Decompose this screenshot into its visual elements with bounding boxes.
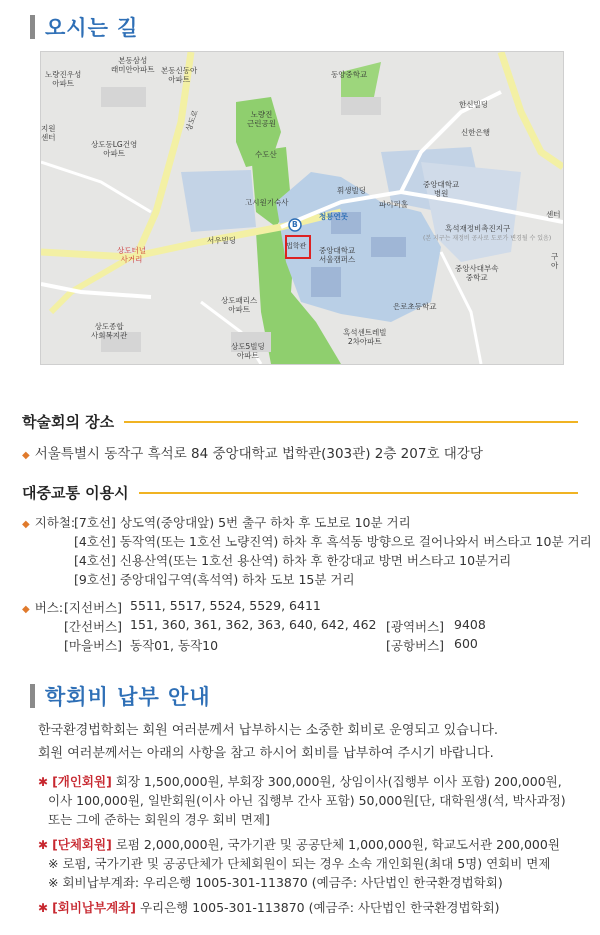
subway-line: [4호선] 동작역(또는 1호선 노량진역) 하차 후 흑석동 방향으로 걸어나와서 버스타고 10분 거리 [74,534,592,549]
map-label: 상도종합 사회복지관 [91,322,128,340]
bus-branch-label: [지선버스] [64,600,123,615]
bus-wide-numbers: 9408 [454,617,486,632]
map-label: 서우빌딩 [207,236,236,245]
subway-line: [4호선] 신용산역(또는 1호선 용산역) 하차 후 한강대교 방면 버스타고 10분거리 [74,553,512,568]
map-label: 상도터널 사거리 [117,246,146,264]
asterisk-icon: ✱ [38,775,49,789]
map-label: 중앙사대부속 중학교 [455,264,499,282]
map-label: 상도로 [183,108,200,133]
bus-village-label: [마을버스] [64,638,123,653]
map-label: 노량진우성 아파트 [45,70,82,88]
bus-wide-label: [광역버스] [386,619,445,634]
individual-text-2: 이사 100,000원, 일반회원(이사 아닌 집행부 간사 포함) 50,000원[단, 대학원생(석, 박사과정) [48,793,566,808]
map-label: 구 아 [551,252,559,270]
map-label-law-building: 법학관 [286,242,307,250]
subway-line: [7호선] 상도역(중앙대앞) 5번 출구 하차 후 도보로 10분 거리 [74,515,411,530]
bus-trunk-label: [간선버스] [64,619,123,634]
map-label: 은로초등학교 [393,302,437,311]
map-label: 동양중학교 [331,70,368,79]
map-label: 청룡연못 [319,212,348,221]
individual-text-3: 또는 그에 준하는 회원의 경우 회비 면제] [48,812,270,827]
map-label: 본동삼성 래미안아파트 [111,56,155,74]
fees-intro-1: 한국환경법학회는 회원 여러분께서 납부하시는 소중한 회비로 운영되고 있습니다. [38,723,499,738]
venue-heading-text: 학술회의 장소 [22,413,115,431]
asterisk-icon: ✱ [38,901,49,915]
transit-heading-text: 대중교통 이용시 [22,484,129,502]
fees-title: 학회비 납부 안내 [45,685,211,709]
fees-intro-2: 회원 여러분께서는 아래의 사항을 참고 하시어 회비를 납부하여 주시기 바랍니다. [38,746,494,761]
bus-airport-numbers: 600 [454,636,478,651]
group-text-3: ※ 회비납부계좌: 우리은행 1005-301-113870 (예금주: 사단법인 한국환경법학회) [48,875,503,890]
map-label: 중앙대학교 서울캠퍼스 [319,246,356,264]
account-tag: [회비납부계좌] [52,900,136,915]
asterisk-icon: ✱ [38,838,49,852]
map-label: 신한은행 [461,128,490,137]
map-label: 지원 센터 [41,124,56,142]
bus-village-numbers: 동작01, 동작10 [130,638,219,653]
map-label: 한신빌딩 [459,100,488,109]
bus-trunk-numbers: 151, 360, 361, 362, 363, 640, 642, 462 [130,617,377,632]
transit-heading [22,482,578,503]
map-marker-b: B [292,220,298,229]
header-bar [30,684,35,708]
map-label: 중앙대학교 병원 [423,180,460,198]
group-tag: [단체회원] [52,837,112,852]
bullet-icon: ◆ [22,604,30,615]
map-label: 파이퍼홀 [379,200,408,209]
map-label: 노량진 근린공원 [247,110,276,128]
section-header-fees [30,681,211,711]
venue-address [22,442,483,462]
group-row-1 [38,835,560,853]
address-text: 서울특별시 동작구 흑석로 84 중앙대학교 법학관(303관) 2층 207호 대강당 [34,446,483,462]
map-label: 본동신동아 아파트 [161,66,198,84]
bus-branch-numbers: 5511, 5517, 5524, 5529, 6411 [130,598,321,613]
page-title: 오시는 길 [45,16,139,40]
section-header-directions [30,12,138,42]
map-label: 상도5빌딩 아파트 [231,342,265,360]
map-label: 센터 [546,210,561,219]
map-label: 흑석센트레빌 2차아파트 [343,328,387,346]
map-label: 수도산 [255,150,277,159]
map-label: 흑석재정비촉진지구 [445,224,511,233]
subway-label: 지하철: [34,515,76,530]
bus-row [22,598,63,616]
group-text-1: 로펌 2,000,000원, 국가기관 및 공공단체 1,000,000원, 학교도서관 200,000원 [115,837,560,852]
individual-row-1 [38,772,562,790]
individual-text-1: 회장 1,500,000원, 부회장 300,000원, 상임이사(집행부 이사 포함) 200,000원, [115,774,562,789]
map-drawing [41,52,563,364]
map-label: 상도동LG건영 아파트 [91,140,138,158]
map-label: 상도패리스 아파트 [221,296,258,314]
bus-label: 버스: [34,600,64,615]
heading-line [139,492,578,494]
individual-tag: [개인회원] [52,774,112,789]
account-row [38,898,500,916]
map-label: (본 지구는 재정비 공사로 도로가 변경될 수 있음) [423,235,552,242]
bus-airport-label: [공항버스] [386,638,445,653]
venue-heading [22,411,578,432]
subway-line: [9호선] 중앙대입구역(흑석역) 하차 도보 15분 거리 [74,572,355,587]
map-label: 고시원기숙사 [245,198,289,207]
account-text: 우리은행 1005-301-113870 (예금주: 사단법인 한국환경법학회) [139,900,500,915]
map-label: 휘생빌딩 [337,186,366,195]
subway-row-1 [22,513,75,531]
heading-line [124,421,578,423]
header-bar [30,15,35,39]
bullet-icon: ◆ [22,519,30,530]
bullet-icon: ◆ [22,450,30,461]
location-map [40,51,564,365]
group-text-2: ※ 로펌, 국가기관 및 공공단체가 단체회원이 되는 경우 소속 개인회원(최대 5명) 연회비 면제 [48,856,551,871]
